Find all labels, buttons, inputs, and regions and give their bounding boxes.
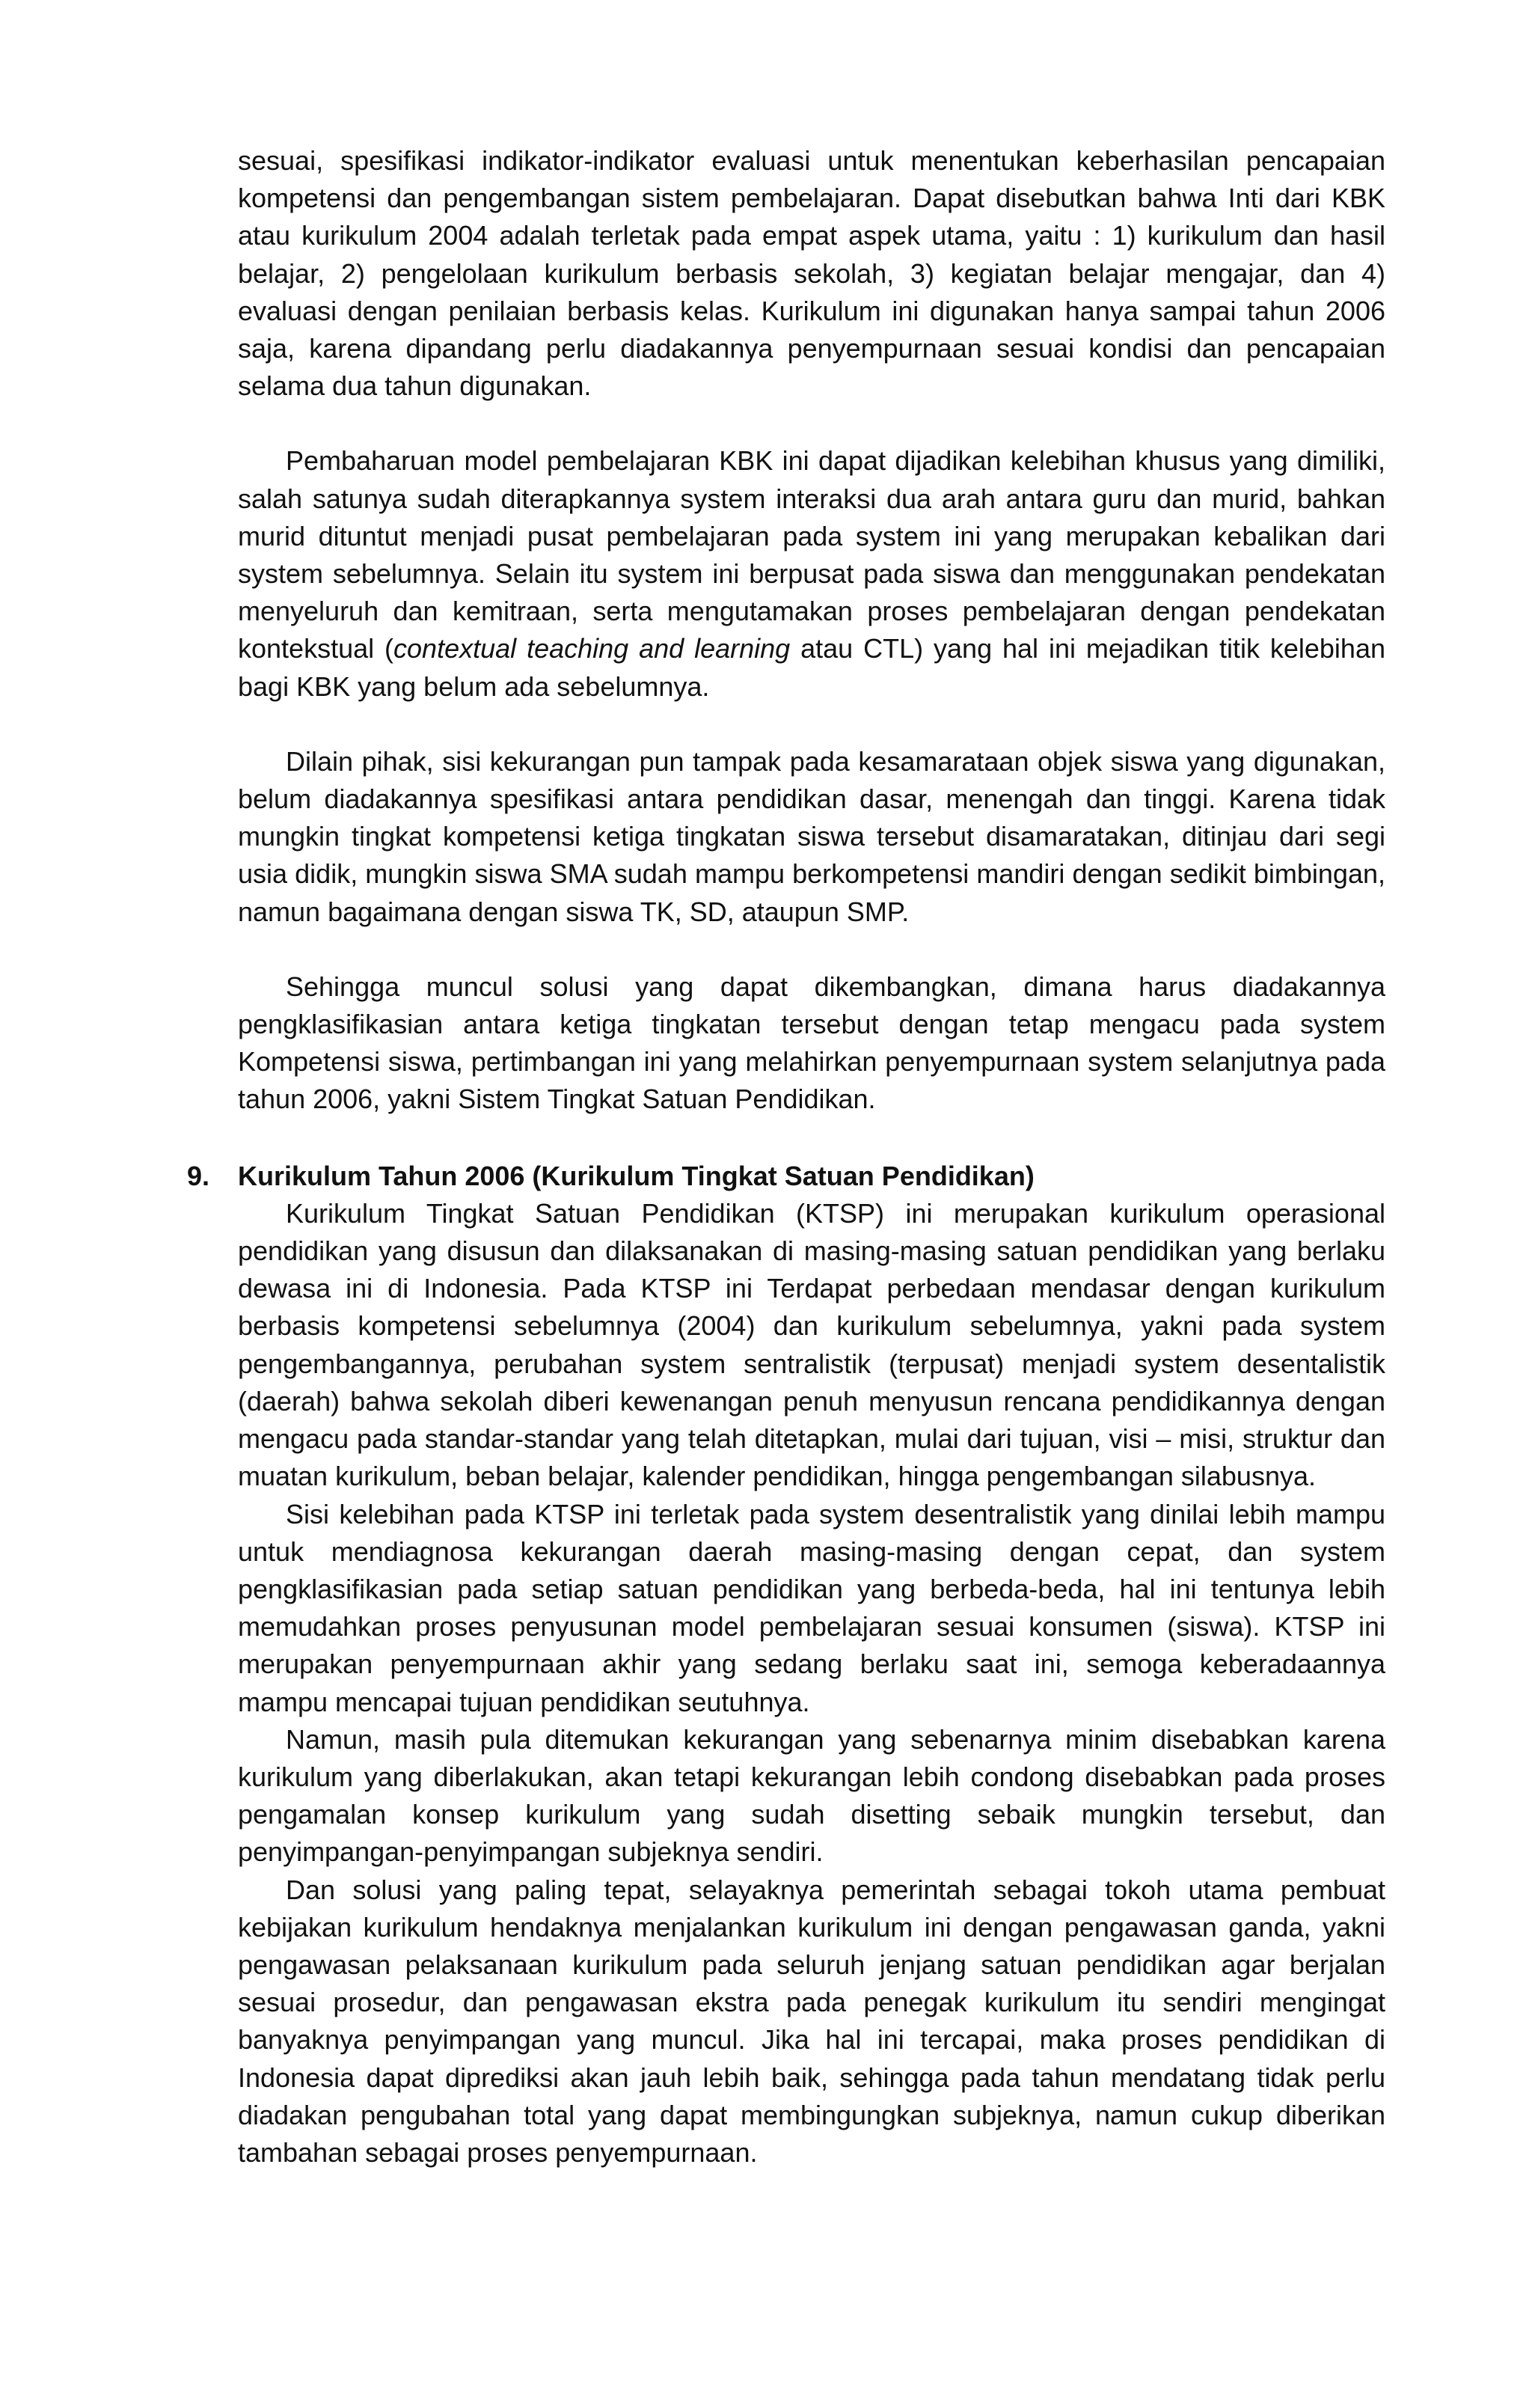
- paragraph-ktsp-intro: Kurikulum Tingkat Satuan Pendidikan (KTSP) ini merupakan kurikulum operasional pendidikan yang disusun dan dilaksanakan di masing-masing satuan pendidikan yang berlaku dewasa ini di Indonesia. Pada KTSP ini Terdapat perbedaan mendasar dengan kurikulum berbasis kompetensi sebelumnya (2004) dan kurikulum sebelumnya, yakni pada system pengembangannya, perubahan system sentralistik (terpusat) menjadi system desentalistik (daerah) bahwa sekolah diberi kewenangan penuh menyusun rencana pendidikannya dengan mengacu pada standar-standar yang telah ditetapkan, mulai dari tujuan, visi – misi, struktur dan muatan kurikulum, beban belajar, kalender pendidikan, hingga pengembangan silabusnya.: [238, 1197, 1385, 1492]
- paragraph-kbk-disadvantages: Dilain pihak, sisi kekurangan pun tampak pada kesamarataan objek siswa yang digunakan, belum diadakannya spesifikasi antara pendidikan dasar, menengah dan tinggi. Karena tidak mungkin tingkat kompetensi ketiga tingkatan siswa tersebut disamaratakan, ditinjau dari segi usia didik, mungkin siswa SMA sudah mampu berkompetensi mandiri dengan sedikit bimbingan, namun bagaimana dengan siswa TK, SD, ataupun SMP.: [238, 745, 1385, 927]
- paragraph-ktsp-disadvantages: Namun, masih pula ditemukan kekurangan yang sebenarnya minim disebabkan karena kurikulum yang diberlakukan, akan tetapi kekurangan lebih condong disebabkan pada proses pengamalan konsep kurikulum yang sudah disetting sebaik mungkin tersebut, dan penyimpangan-penyimpangan subjeknya sendiri.: [238, 1723, 1385, 1868]
- section-number: 9.: [187, 1160, 210, 1191]
- section-title: Kurikulum Tahun 2006 (Kurikulum Tingkat Satuan Pendidikan): [238, 1160, 1035, 1191]
- italic-ctl-term: contextual teaching and learning: [393, 633, 791, 664]
- paragraph-kbk-summary: sesuai, spesifikasi indikator-indikator evaluasi untuk menentukan keberhasilan pencapaian kompetensi dan pengembangan sistem pembelajaran. Dapat disebutkan bahwa Inti dari KBK atau kurikulum 2004 adalah terletak pada empat aspek utama, yaitu : 1) kurikulum dan hasil belajar, 2) pengelolaan kurikulum berbasis sekolah, 3) kegiatan belajar mengajar, dan 4) evaluasi dengan penilaian berbasis kelas. Kurikulum ini digunakan hanya sampai tahun 2006 saja, karena dipandang perlu diadakannya penyempurnaan sesuai kondisi dan pencapaian selama dua tahun digunakan.: [238, 145, 1385, 402]
- paragraph-kbk-advantages-text-2: atau CTL) yang hal ini mejadikan titik kelebihan bagi KBK yang belum ada sebelumnya.: [238, 633, 1385, 702]
- paragraph-kbk-solution: Sehingga muncul solusi yang dapat dikembangkan, dimana harus diadakannya pengklasifikasian antara ketiga tingkatan tersebut dengan tetap mengacu pada system Kompetensi siswa, pertimbangan ini yang melahirkan penyempurnaan system selanjutnya pada tahun 2006, yakni Sistem Tingkat Satuan Pendidikan.: [238, 971, 1385, 1115]
- paragraph-ktsp-advantages: Sisi kelebihan pada KTSP ini terletak pada system desentralistik yang dinilai lebih mampu untuk mendiagnosa kekurangan daerah masing-masing dengan cepat, dan system pengklasifikasian pada setiap satuan pendidikan yang berbeda-beda, hal ini tentunya lebih memudahkan proses penyusunan model pembelajaran sesuai konsumen (siswa). KTSP ini merupakan penyempurnaan akhir yang sedang berlaku saat ini, semoga keberadaannya mampu mencapai tujuan pendidikan seutuhnya.: [238, 1498, 1385, 1717]
- paragraph-kbk-advantages: [238, 442, 1385, 705]
- paragraph-kbk-advantages-text-1: Pembaharuan model pembelajaran KBK ini dapat dijadikan kelebihan khusus yang dimiliki, salah satunya sudah diterapkannya system interaksi dua arah antara guru dan murid, bahkan murid dituntut menjadi pusat pembelajaran pada system ini yang merupakan kebalikan dari system sebelumnya. Selain itu system ini berpusat pada siswa dan menggunakan pendekatan menyeluruh dan kemitraan, serta mengutamakan proses pembelajaran dengan pendekatan kontekstual (: [238, 445, 1385, 664]
- section-heading: [187, 1158, 1385, 1195]
- document-page: [187, 142, 1385, 2172]
- paragraph-ktsp-solution: Dan solusi yang paling tepat, selayaknya pemerintah sebagai tokoh utama pembuat kebijakan kurikulum hendaknya menjalankan kurikulum ini dengan pengawasan ganda, yakni pengawasan pelaksanaan kurikulum pada seluruh jenjang satuan pendidikan agar berjalan sesuai prosedur, dan pengawasan ekstra pada penegak kurikulum itu sendiri mengingat banyaknya penyimpangan yang muncul. Jika hal ini tercapai, maka proses pendidikan di Indonesia dapat diprediksi akan jauh lebih baik, sehingga pada tahun mendatang tidak perlu diadakan pengubahan total yang dapat membingungkan subjeknya, namun cukup diberikan tambahan sebagai proses penyempurnaan.: [238, 1874, 1385, 2168]
